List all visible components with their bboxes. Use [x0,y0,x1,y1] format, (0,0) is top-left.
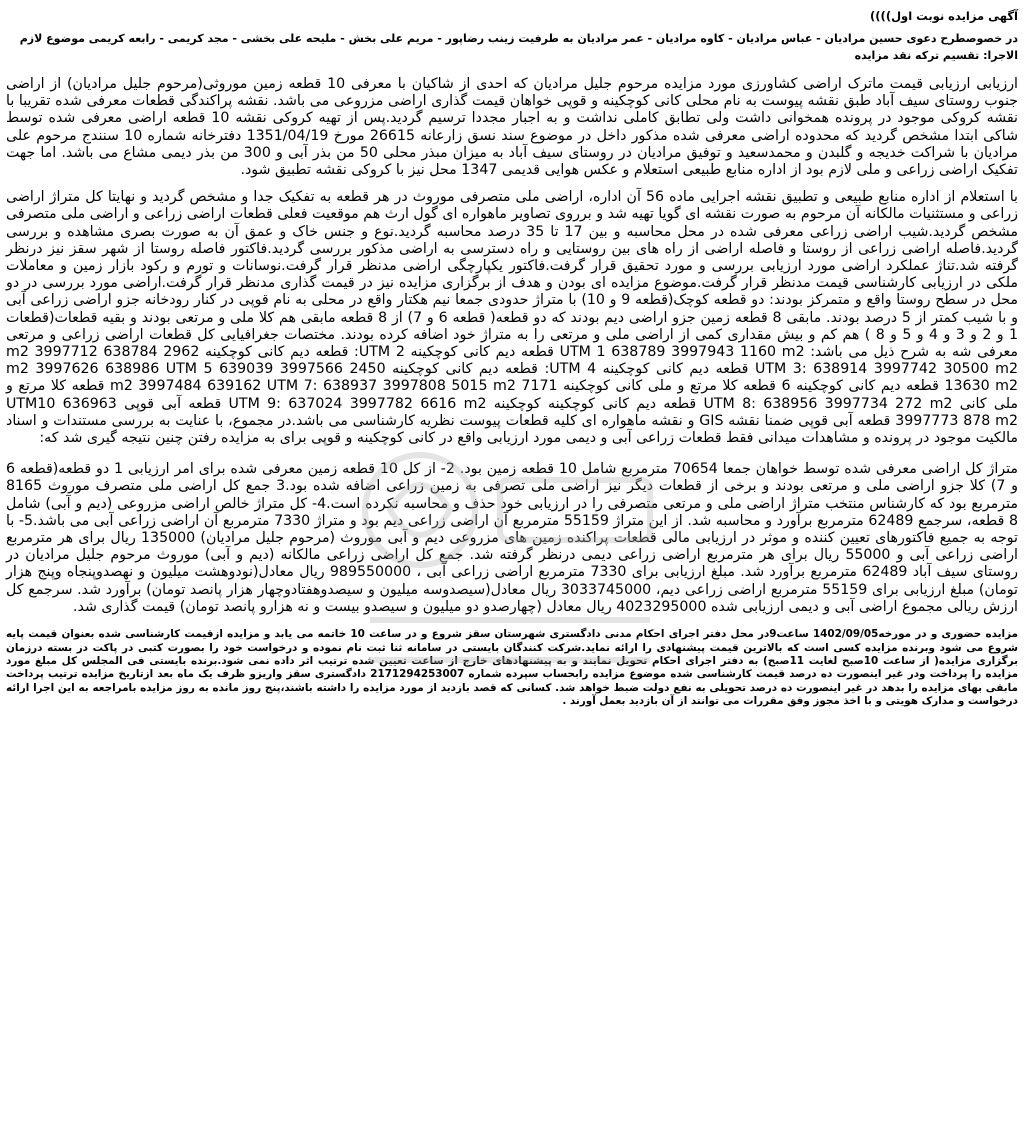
case-parties: در خصوصطرح دعوی حسین مرادیان - عباس مرادیان - کاوه مرادیان - عمر مرادیان به طرفیت زینب رضاپور - مریم علی بخش - ملیحه علی بخشی - مجد کریمی - رابعه کریمی موضوع لازم الاجرا: تقسیم ترکه نقد مزایده [19,32,1018,62]
paragraph-assessment-results: متراژ کل اراضی معرفی شده توسط خواهان جمعا 70654 مترمربع شامل 10 قطعه زمین بود. 2- از کل 10 قطعه زمین معرفی شده برای امر ارزیابی 1 دو قطعه(قطعه 6 و 7) کلا جزو اراضی ملی و مرتعی بودند و برخی از قطعات دیگر نیز اراضی ملی تصرفی به زمین زراعی اضافه شده بود.3 جمع کل اراضی ملی متصرف موروث 8165 مترمربع بود که کارشناس منتخب متراژ اراضی ملی و مرتعی متصرفی را در ارزیابی خود حذف و محاسبه نکرده است.4- کل متراژ خالص اراضی مزروعی (دیم و آبی) شامل 8 قطعه، سرجمع 62489 مترمربع برآورد و محاسبه شد. از این متراژ 55159 مترمربع آن اراضی زراعی دیم بود و متراژ 7330 مترمربع آن اراضی زراعی آبی می باشد.5- با توجه به جمیع فاکتورهای تعیین کننده و موثر در ارزیابی مالی قطعات پراکنده زمین های مزروعی دیم و آبی موروث (مرحوم جلیل مرادیان) 135000 ریال برای هر مترمربع اراضی زراعی آبی و 55000 ریال برای هر مترمربع اراضی زراعی دیمی درنظر گرفته شد. جمع کل اراضی زراعی مالکانه (دیم و آبی) موروث مرحوم جلیل مرادیان در روستای سیف آباد 62489 مترمربع برآورد شد. مبلغ ارزیابی برای 7330 مترمربع اراضی زراعی آبی ، 989550000 ریال معادل(نودوهشت میلیون و نهصدوپنجاه وپنج هزار تومان) مبلغ ارزیابی برای 55159 مترمربع اراضی زراعی دیم، 3033745000 ریال معادل(سیصدوسه میلیون و سیصدوهفتادوچهار هزار پانصد تومان) برآورد شد. سرجمع کل ارزش ریالی مجموع اراضی آبی و دیمی ارزیابی شده 4023295000 ریال معادل (چهارصدو دو میلیون و سیصدو بیست و نه هزارو پانصد تومان) قیمت گذاری شد. [6,461,1018,615]
auction-terms: مزایده حضوری و در مورخه1402/09/05 ساعت9در محل دفتر اجرای احکام مدنی دادگستری شهرستان سقز شروع و در ساعت 10 خاتمه می یابد و مزایده ازقیمت کارشناسی شده بعنوان قیمت پایه شروع می شود وبرنده مزایده کسی است که بالاترین قیمت پیشنهادی را ارائه نماید.شرکت کنندگان بایستی در سامانه ثنا ثبت نام نموده و درخواست خود را بصورت کتبی در پاکت در بسته درزمان برگزاری مزایده( از ساعت 10صبح لغایت 11صبح) به دفتر اجرای احکام تحویل نمایند و به پیشنهادهای خارج از ساعت تعیین شده ترتیب اثر داده نمی شود.برنده بایستی فی المجلس کل مبلغ مورد مزایده را پرداخت ودر غیر اینصورت ده درصد قیمت کارشناسی شده موضوع مزایده رابحساب سپرده شماره 2171294253007 دادگستری سقز واریزو ظرف یک ماه بعد ازتاریخ مزایده ترتیب پرداخت مابقی بهای مزایده را بدهد در غیر اینصورت ده درصد تحویلی به نفع دولت ضبط خواهد شد. کسانی که قصد بازدید از مورد مزایده را داشته باشند،پنج روز مانده به روز مزایده بامراجعه به این اجرا ارائه درخواست و مدارک هویتی و با اخذ مجوز وفق مقررات می توانند از آن بازدید بعمل آورند . [6,628,1019,708]
paragraph-assessment-intro: ارزیابی ارزیابی قیمت ماترک اراضی کشاورزی مورد مزایده مرحوم جلیل مرادیان که احدی از شاکیان با معرفی 10 قطعه زمین موروثی(مرحوم جلیل مرادیان) از اراضی جنوب روستای سیف آباد طبق نقشه پیوست به نام محلی کانی کوچکینه و قوپی خواهان قیمت گذاری اراضی مزروعی می باشد. نقشه پراکندگی قطعات معرفی شده تقریبا با نقشه کروکی موجود در پرونده همخوانی داشت ولی تطابق کاملی نداشت و به اجبار مجددا ترسیم گردید.پس از تهیه کروکی نقشه 10 قطعه اراضی معرفی شده توسط شاکی ابتدا مشخص گردید که محدوده اراضی معرفی شده مذکور داخل در موضوع سند نسق زارعانه 26615 مورخ 1351/04/19 دفترخانه شماره 10 سنندج مرحوم علی مرادیان با شراکت خدیجه و گلبدن و محمدسعید و توفیق مرادیان در روستای سیف آباد به میزان مبذر محلی 50 من بذر آبی و 300 من بذر دیمی مشاع می باشد. اما جهت تفکیک اراضی زراعی و ملی لازم بود از اداره منابع طبیعی استعلام و عکس هوایی قدیمی 1347 محل نیز با کروکی نقشه تطبیق شود. [6,76,1019,179]
auction-notice [6,8,1018,709]
paragraph-assessment-details: با استعلام از اداره منابع طبیعی و تطبیق نقشه اجرایی ماده 56 آن اداره، اراضی ملی متصرفی موروث در هر قطعه به تفکیک جدا و مشخص گردید و نهایتا کل متراژ اراضی زراعی و مستثنیات مالکانه آن مرحوم به صورت نقشه ای گویا تهیه شد و برروی تصاویر ماهواره ای گول ارث هم موقعیت فعلی قطعات اراضی زراعی و اراضی ملی متصرفی مشخص گردید.شیب اراضی زراعی معرفی شده در محل محاسبه و بین 17 تا 35 درصد محاسبه گردید.نوع و جنس خاک و عمق آن به صورت بصری مشاهده و بررسی گردید.فاصله اراضی زراعی از روستا و فاصله اراضی از راه های بین روستایی و راه دسترسی به اراضی مذکور بررسی گردید.فاکتور فاصله روستا از شهر سقز نیز درنظر گرفته شد.تناژ عملکرد اراضی مورد ارزیابی بررسی و مورد تحقیق قرار گرفت.فاکتور یکپارچگی اراضی مدنظر قرار گرفت.نوسانات و تورم و رکود بازار زمین و معاملات ملکی در ارزیابی کارشناسی قیمت مدنظر قرار گرفت.موضوع مزایده ای بودن و هدف از برگزاری مزایده نیز در قیمت گذاری مدنظر قرار گرفت.اراضی مورد بررسی در دو محل در سطح روستا واقع و متمرکز بودند: دو قطعه کوچک(قطعه 9 و 10) با متراژ حدودی جمعا نیم هکتار واقع در محلی به نام قوپی در کنار رودخانه جزو اراضی زراعی آبی و با شیب کمتر از 5 درصد بودند. مابقی 8 قطعه زمین جزو اراضی دیم بودند که دو قطعه( قطعه 6 و 7) از 8 قطعه مابقی هم کلا ملی و مرتعی بودند و بقیه قطعات(قطعات 1 و 2 و 3 و 4 و 5 و 8 ) هم کم و بیش مقداری کمی از اراضی ملی و مرتعی را به متراژ خود اضافه کرده بودند. مختصات جغرافیایی کل قطعات اراضی زراعی و مرتعی معرفی شه به شرح ذیل می باشد: UTM 1 638789 3997943 1160 m2 قطعه دیم کانی کوچکینه UTM 2: قطعه دیم کانی کوچکینه 2962 m2 3997712 638784 UTM 3: 638914 3997742 30500 m2 قطعه دیم کانی کوچکینه UTM 4: قطعه دیم کانی کوچکینه 2450 m2 3997626 638986 UTM 5 639039 3997566 13630 m2 قطعه دیم کانی کوچکینه 6 قطعه کلا مرتع و ملی کانی کوچکینه 7171 m2 3997484 639162 UTM 7: 638937 3997808 5015 m2 قطعه کلا مرتع و ملی کانی UTM 8: 638956 3997734 272 m2 قطعه دیم کانی کوچکینه کوچکینه UTM 9: 637024 3997782 6616 m2 قطعه آبی قوپی UTM10 636963 3997773 878 m2 قطعه آبی قوپی ضمنا نقشه GIS و نقشه ماهواره ای کلیه قطعات پیوست نظریه کارشناسی می باشد.در مجموع، با عنایت به بررسی مستندات و اسناد مالکیت موجود در پرونده و مشاهدات میدانی فقط قطعات زراعی آبی و دیمی مورد ارزیابی واقع در کانی کوچکینه و قوپی برای به مزایده رفتن چنین نتیجه گیری شد که: [6,189,1019,447]
notice-title: آگهی مزایده نوبت اول)))) [870,9,1018,23]
